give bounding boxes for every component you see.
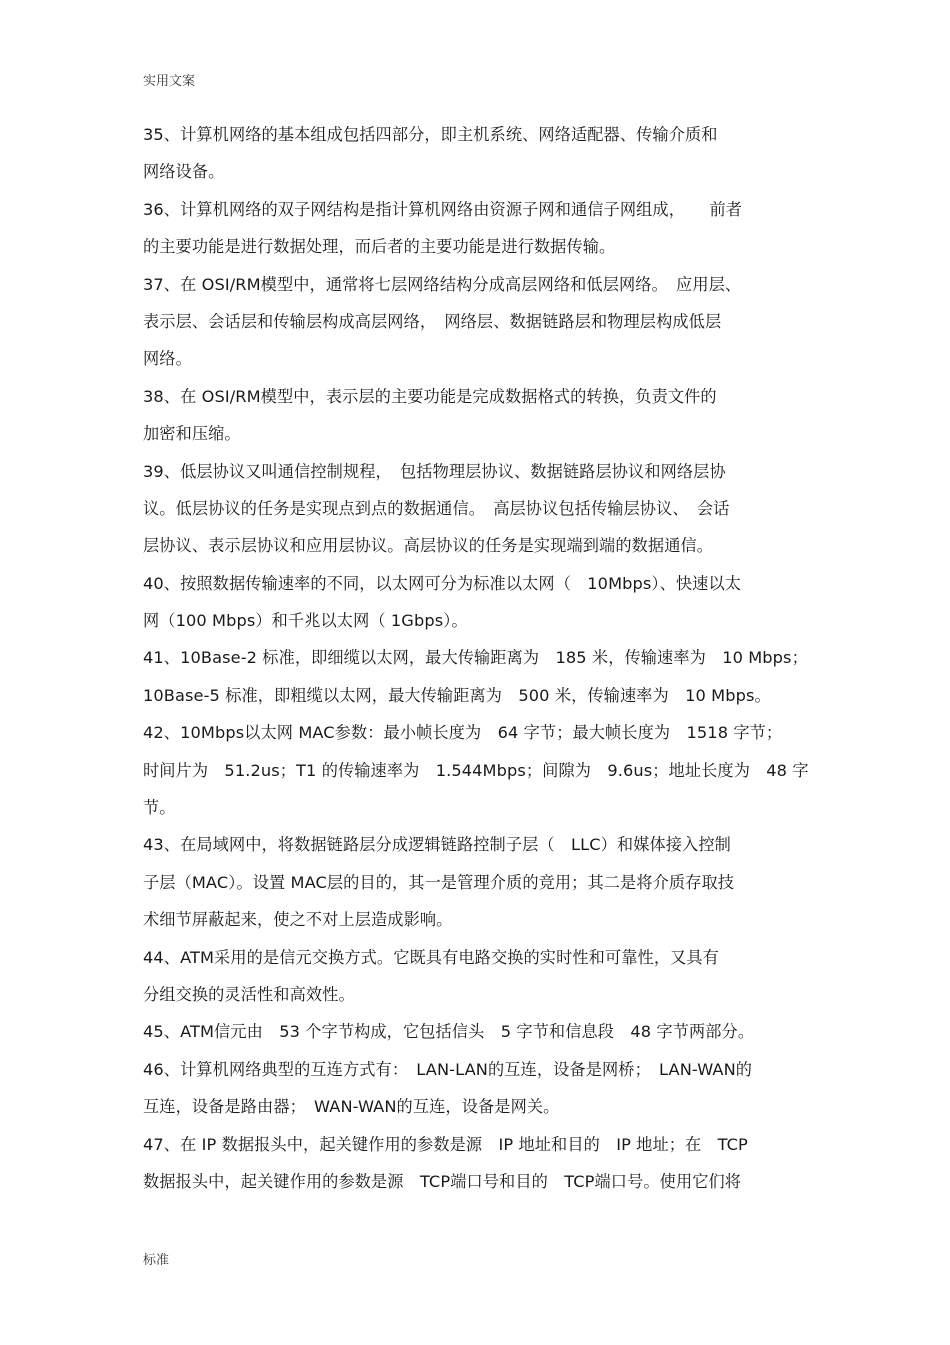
text-line: 网络。 <box>143 349 192 369</box>
page-header: 实用文案 <box>143 74 196 89</box>
text-line: 43、在局域网中，将数据链路层分成逻辑链路控制子层（ LLC）和媒体接入控制 <box>143 835 731 855</box>
text-line: 层协议、表示层协议和应用层协议。高层协议的任务是实现端到端的数据通信。 <box>143 536 714 556</box>
text-line: 47、在 IP 数据报头中，起关键作用的参数是源 IP 地址和目的 IP 地址；在 TCP <box>143 1134 748 1154</box>
text-line: 分组交换的灵活性和高效性。 <box>143 984 355 1004</box>
text-line: 38、在 OSI/RM模型中，表示层的主要功能是完成数据格式的转换，负责文件的 <box>143 386 717 406</box>
text-line: 10Base-5 标准，即粗缆以太网，最大传输距离为 500 米，传输速率为 10 Mbps。 <box>143 685 771 705</box>
text-line: 网络设备。 <box>143 162 225 182</box>
text-line: 39、低层协议又叫通信控制规程， 包括物理层协议、数据链路层协议和网络层协 <box>143 461 726 481</box>
text-line: 网（100 Mbps）和千兆以太网（ 1Gbps）。 <box>143 611 468 631</box>
text-line: 36、计算机网络的双子网结构是指计算机网络由资源子网和通信子网组成， 前者 <box>143 199 743 219</box>
text-line: 35、计算机网络的基本组成包括四部分，即主机系统、网络适配器、传输介质和 <box>143 125 718 144</box>
text-line: 数据报头中，起关键作用的参数是源 TCP端口号和目的 TCP端口号。使用它们将 <box>143 1171 742 1191</box>
text-line: 46、计算机网络典型的互连方式有： LAN-LAN的互连，设备是网桥； LAN-WAN的 <box>143 1059 753 1079</box>
page-footer: 标准 <box>143 1253 170 1268</box>
text-line: 的主要功能是进行数据处理，而后者的主要功能是进行数据传输。 <box>143 237 616 257</box>
text-line: 45、ATM信元由 53 个字节构成，它包括信头 5 字节和信息段 48 字节两部分。 <box>143 1022 755 1042</box>
text-line: 子层（MAC）。设置 MAC层的目的，其一是管理介质的竞用；其二是将介质存取技 <box>143 872 735 892</box>
text-line: 加密和压缩。 <box>143 424 241 444</box>
text-line: 40、按照数据传输速率的不同，以太网可分为标准以太网（ 10Mbps）、快速以太 <box>143 573 742 593</box>
text-line: 44、ATM采用的是信元交换方式。它既具有电路交换的实时性和可靠性，又具有 <box>143 947 719 967</box>
text-line: 议。低层协议的任务是实现点到点的数据通信。 高层协议包括传输层协议、 会话 <box>143 498 730 518</box>
text-line: 41、10Base-2 标准，即细缆以太网，最大传输距离为 185 米，传输速率为 10 Mbps； <box>143 648 808 668</box>
text-line: 互连，设备是路由器； WAN-WAN的互连，设备是网关。 <box>143 1097 560 1117</box>
text-line: 时间片为 51.2us；T1 的传输速率为 1.544Mbps；间隙为 9.6us；地址长度为 48 字 <box>143 760 809 780</box>
text-line: 42、10Mbps以太网 MAC参数：最小帧长度为 64 字节；最大帧长度为 1518 字节； <box>143 723 783 743</box>
text-line: 37、在 OSI/RM模型中，通常将七层网络结构分成高层网络和低层网络。 应用层、 <box>143 274 742 294</box>
document-body <box>143 122 823 1206</box>
text-line: 表示层、会话层和传输层构成高层网络， 网络层、数据链路层和物理层构成低层 <box>143 311 722 331</box>
text-line: 术细节屏蔽起来，使之不对上层造成影响。 <box>143 910 453 930</box>
text-line: 节。 <box>143 798 176 818</box>
